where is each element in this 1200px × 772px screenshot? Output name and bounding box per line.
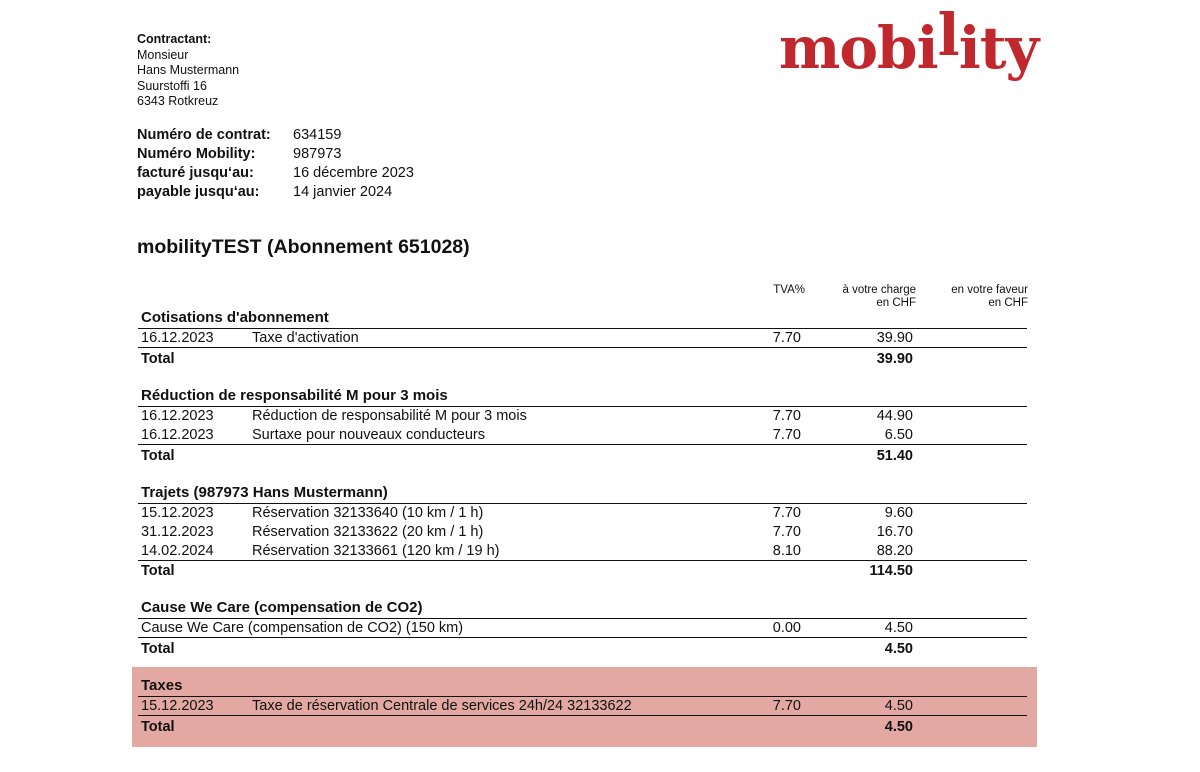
total-row: Total 51.40 <box>141 448 913 464</box>
divider <box>138 715 1027 716</box>
divider <box>138 560 1027 561</box>
section-title: Réduction de responsabilité M pour 3 mois <box>141 387 448 404</box>
section-title: Cotisations d'abonnement <box>141 309 329 326</box>
col-vat-header: TVA% <box>773 284 805 296</box>
total-row: Total 114.50 <box>141 563 913 579</box>
section-title: Trajets (987973 Hans Mustermann) <box>141 484 388 501</box>
contractor-label: Contractant: <box>137 32 212 46</box>
divider <box>138 347 1027 348</box>
total-row: Total 4.50 <box>141 641 913 657</box>
table-row: 16.12.2023 Taxe d'activation 7.70 39.90 <box>141 330 913 346</box>
table-row: 16.12.2023 Surtaxe pour nouveaux conducteurs 7.70 6.50 <box>141 427 913 443</box>
meta-row: Numéro Mobility: 987973 <box>137 146 342 162</box>
contractor-block <box>137 32 239 110</box>
contractor-city: 6343 Rotkreuz <box>137 94 219 108</box>
table-row: 15.12.2023 Réservation 32133640 (10 km / 1 h) 7.70 9.60 <box>141 505 913 521</box>
total-row: Total 39.90 <box>141 351 913 367</box>
divider <box>138 444 1027 445</box>
col-charge-header: à votre charge en CHF <box>842 284 916 309</box>
table-row: 16.12.2023 Réduction de responsabilité M pour 3 mois 7.70 44.90 <box>141 408 913 424</box>
mobility-logo: mobility <box>779 1 1039 82</box>
table-row: 14.02.2024 Réservation 32133661 (120 km / 19 h) 8.10 88.20 <box>141 543 913 559</box>
contractor-street: Suurstoffi 16 <box>137 78 207 93</box>
section-title: Cause We Care (compensation de CO2) <box>141 599 423 616</box>
invoice-title: mobilityTEST (Abonnement 651028) <box>137 236 470 258</box>
section-title: Taxes <box>141 677 183 694</box>
col-favor-header: en votre faveur en CHF <box>951 284 1028 309</box>
contractor-name: Hans Mustermann <box>137 63 240 77</box>
table-row: Cause We Care (compensation de CO2) (150 km) 0.00 4.50 <box>141 620 913 636</box>
meta-row: facturé jusqu‘au: 16 décembre 2023 <box>137 165 414 181</box>
contract-meta <box>137 126 1026 202</box>
table-row: 31.12.2023 Réservation 32133622 (20 km / 1 h) 7.70 16.70 <box>141 524 913 540</box>
divider <box>138 637 1027 638</box>
meta-row: Numéro de contrat: 634159 <box>137 127 342 143</box>
meta-row: payable jusqu‘au: 14 janvier 2024 <box>137 184 393 200</box>
total-row: Total 4.50 <box>141 719 913 735</box>
table-row: 15.12.2023 Taxe de réservation Centrale de services 24h/24 32133622 7.70 4.50 <box>141 698 913 714</box>
contractor-salutation: Monsieur <box>137 47 189 62</box>
